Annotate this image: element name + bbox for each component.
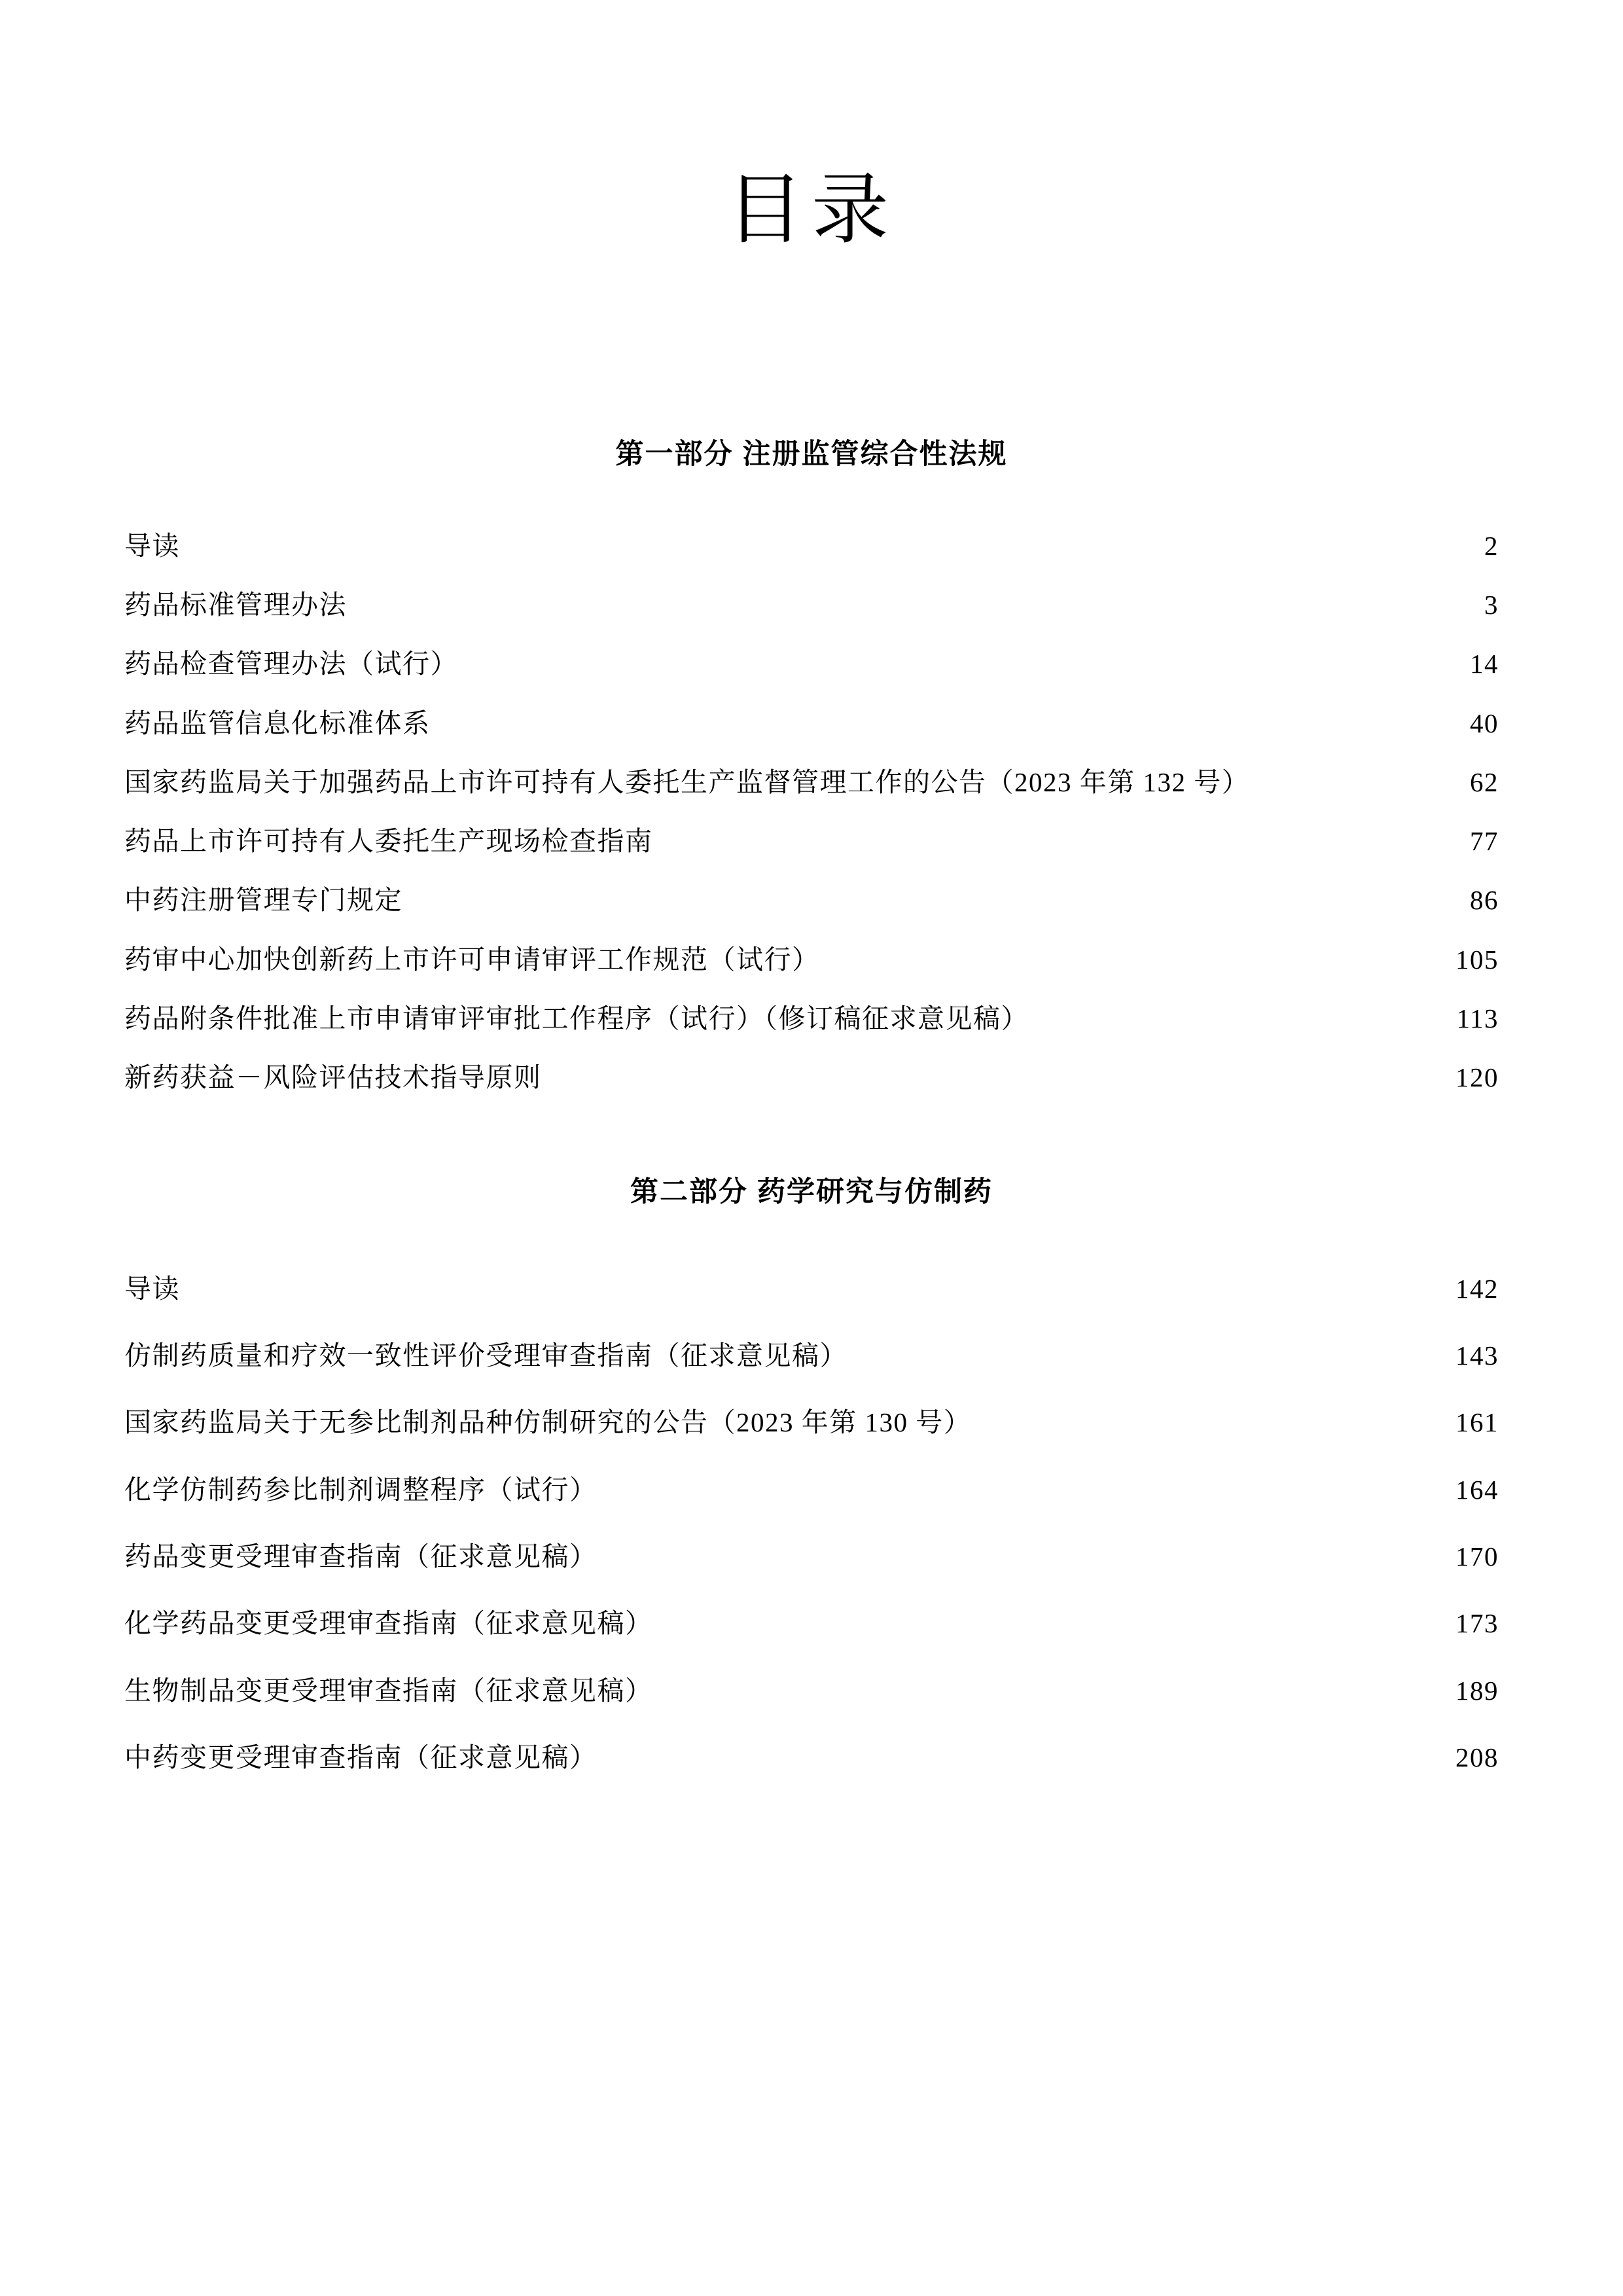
toc-entry-page-number: 208: [1455, 1742, 1499, 1772]
toc-entry-label: 生物制品变更受理审查指南（征求意见稿）: [124, 1675, 653, 1706]
page-title: 目录: [726, 164, 897, 255]
toc-entry-label: 化学药品变更受理审查指南（征求意见稿）: [124, 1608, 653, 1639]
toc-entry-label: 药审中心加快创新药上市许可申请审评工作规范（试行）: [124, 944, 820, 975]
toc-entry[interactable]: [124, 812, 1499, 870]
toc-entry-page-number: 164: [1455, 1474, 1499, 1505]
toc-entry-page-number: 62: [1470, 766, 1499, 797]
toc-entry[interactable]: [124, 1523, 1499, 1590]
part-heading-1: 第一部分 注册监管综合性法规: [615, 438, 1008, 470]
toc-entry-page-number: 77: [1470, 826, 1499, 857]
toc-entry-page-number: 14: [1470, 649, 1499, 679]
toc-entry-page-number: 143: [1455, 1340, 1499, 1371]
toc-entry-page-number: 2: [1484, 530, 1499, 561]
toc-entry-label: 药品监管信息化标准体系: [124, 708, 431, 738]
toc-entry-label: 导读: [124, 530, 180, 561]
toc-entry-label: 化学仿制药参比制剂调整程序（试行）: [124, 1474, 597, 1505]
toc-entry-page-number: 3: [1484, 589, 1499, 620]
toc-list-part-2: [124, 1210, 1499, 1791]
toc-entry[interactable]: [124, 1456, 1499, 1523]
toc-entry-label: 药品标准管理办法: [124, 589, 347, 620]
toc-entry[interactable]: [124, 1724, 1499, 1791]
toc-entry[interactable]: [124, 634, 1499, 693]
toc-entry-label: 药品变更受理审查指南（征求意见稿）: [124, 1541, 597, 1571]
toc-entry-page-number: 105: [1455, 944, 1499, 975]
toc-entry-label: 药品检查管理办法（试行）: [124, 649, 458, 679]
toc-entry-label: 中药变更受理审查指南（征求意见稿）: [124, 1742, 597, 1772]
toc-entry-label: 仿制药质量和疗效一致性评价受理审查指南（征求意见稿）: [124, 1340, 847, 1371]
toc-entry[interactable]: [124, 1590, 1499, 1657]
toc-entry[interactable]: [124, 1255, 1499, 1322]
toc-entry[interactable]: [124, 753, 1499, 812]
toc-entry[interactable]: [124, 1657, 1499, 1724]
toc-entry-label: 药品附条件批准上市申请审评审批工作程序（试行）（修订稿征求意见稿）: [124, 1003, 1029, 1034]
toc-entry[interactable]: [124, 1048, 1499, 1107]
toc-entry-label: 国家药监局关于加强药品上市许可持有人委托生产监督管理工作的公告（2023 年第 132 号）: [124, 766, 1250, 797]
toc-entry-page-number: 86: [1470, 885, 1499, 916]
toc-entry-page-number: 173: [1455, 1608, 1499, 1639]
toc-entry[interactable]: [124, 516, 1499, 575]
toc-entry[interactable]: [124, 1322, 1499, 1389]
toc-entry[interactable]: [124, 1389, 1499, 1456]
toc-entry-page-number: 40: [1470, 708, 1499, 738]
toc-entry-page-number: 120: [1455, 1062, 1499, 1093]
toc-entry-page-number: 113: [1456, 1003, 1499, 1034]
toc-entry-page-number: 161: [1455, 1407, 1499, 1438]
toc-entry-page-number: 170: [1455, 1541, 1499, 1571]
toc-entry-page-number: 142: [1455, 1273, 1499, 1304]
toc-entry-label: 国家药监局关于无参比制剂品种仿制研究的公告（2023 年第 130 号）: [124, 1407, 972, 1438]
toc-entry[interactable]: [124, 694, 1499, 753]
toc-entry-page-number: 189: [1455, 1675, 1499, 1706]
toc-entry[interactable]: [124, 575, 1499, 634]
toc-entry-label: 新药获益－风险评估技术指导原则: [124, 1062, 542, 1093]
toc-entry-label: 导读: [124, 1273, 180, 1304]
toc-list-part-1: [124, 472, 1499, 1107]
toc-entry[interactable]: [124, 870, 1499, 929]
toc-entry-label: 药品上市许可持有人委托生产现场检查指南: [124, 826, 653, 857]
toc-entry[interactable]: [124, 989, 1499, 1048]
toc-entry[interactable]: [124, 930, 1499, 989]
toc-entry-label: 中药注册管理专门规定: [124, 885, 402, 916]
part-heading-2: 第二部分 药学研究与仿制药: [630, 1175, 993, 1208]
